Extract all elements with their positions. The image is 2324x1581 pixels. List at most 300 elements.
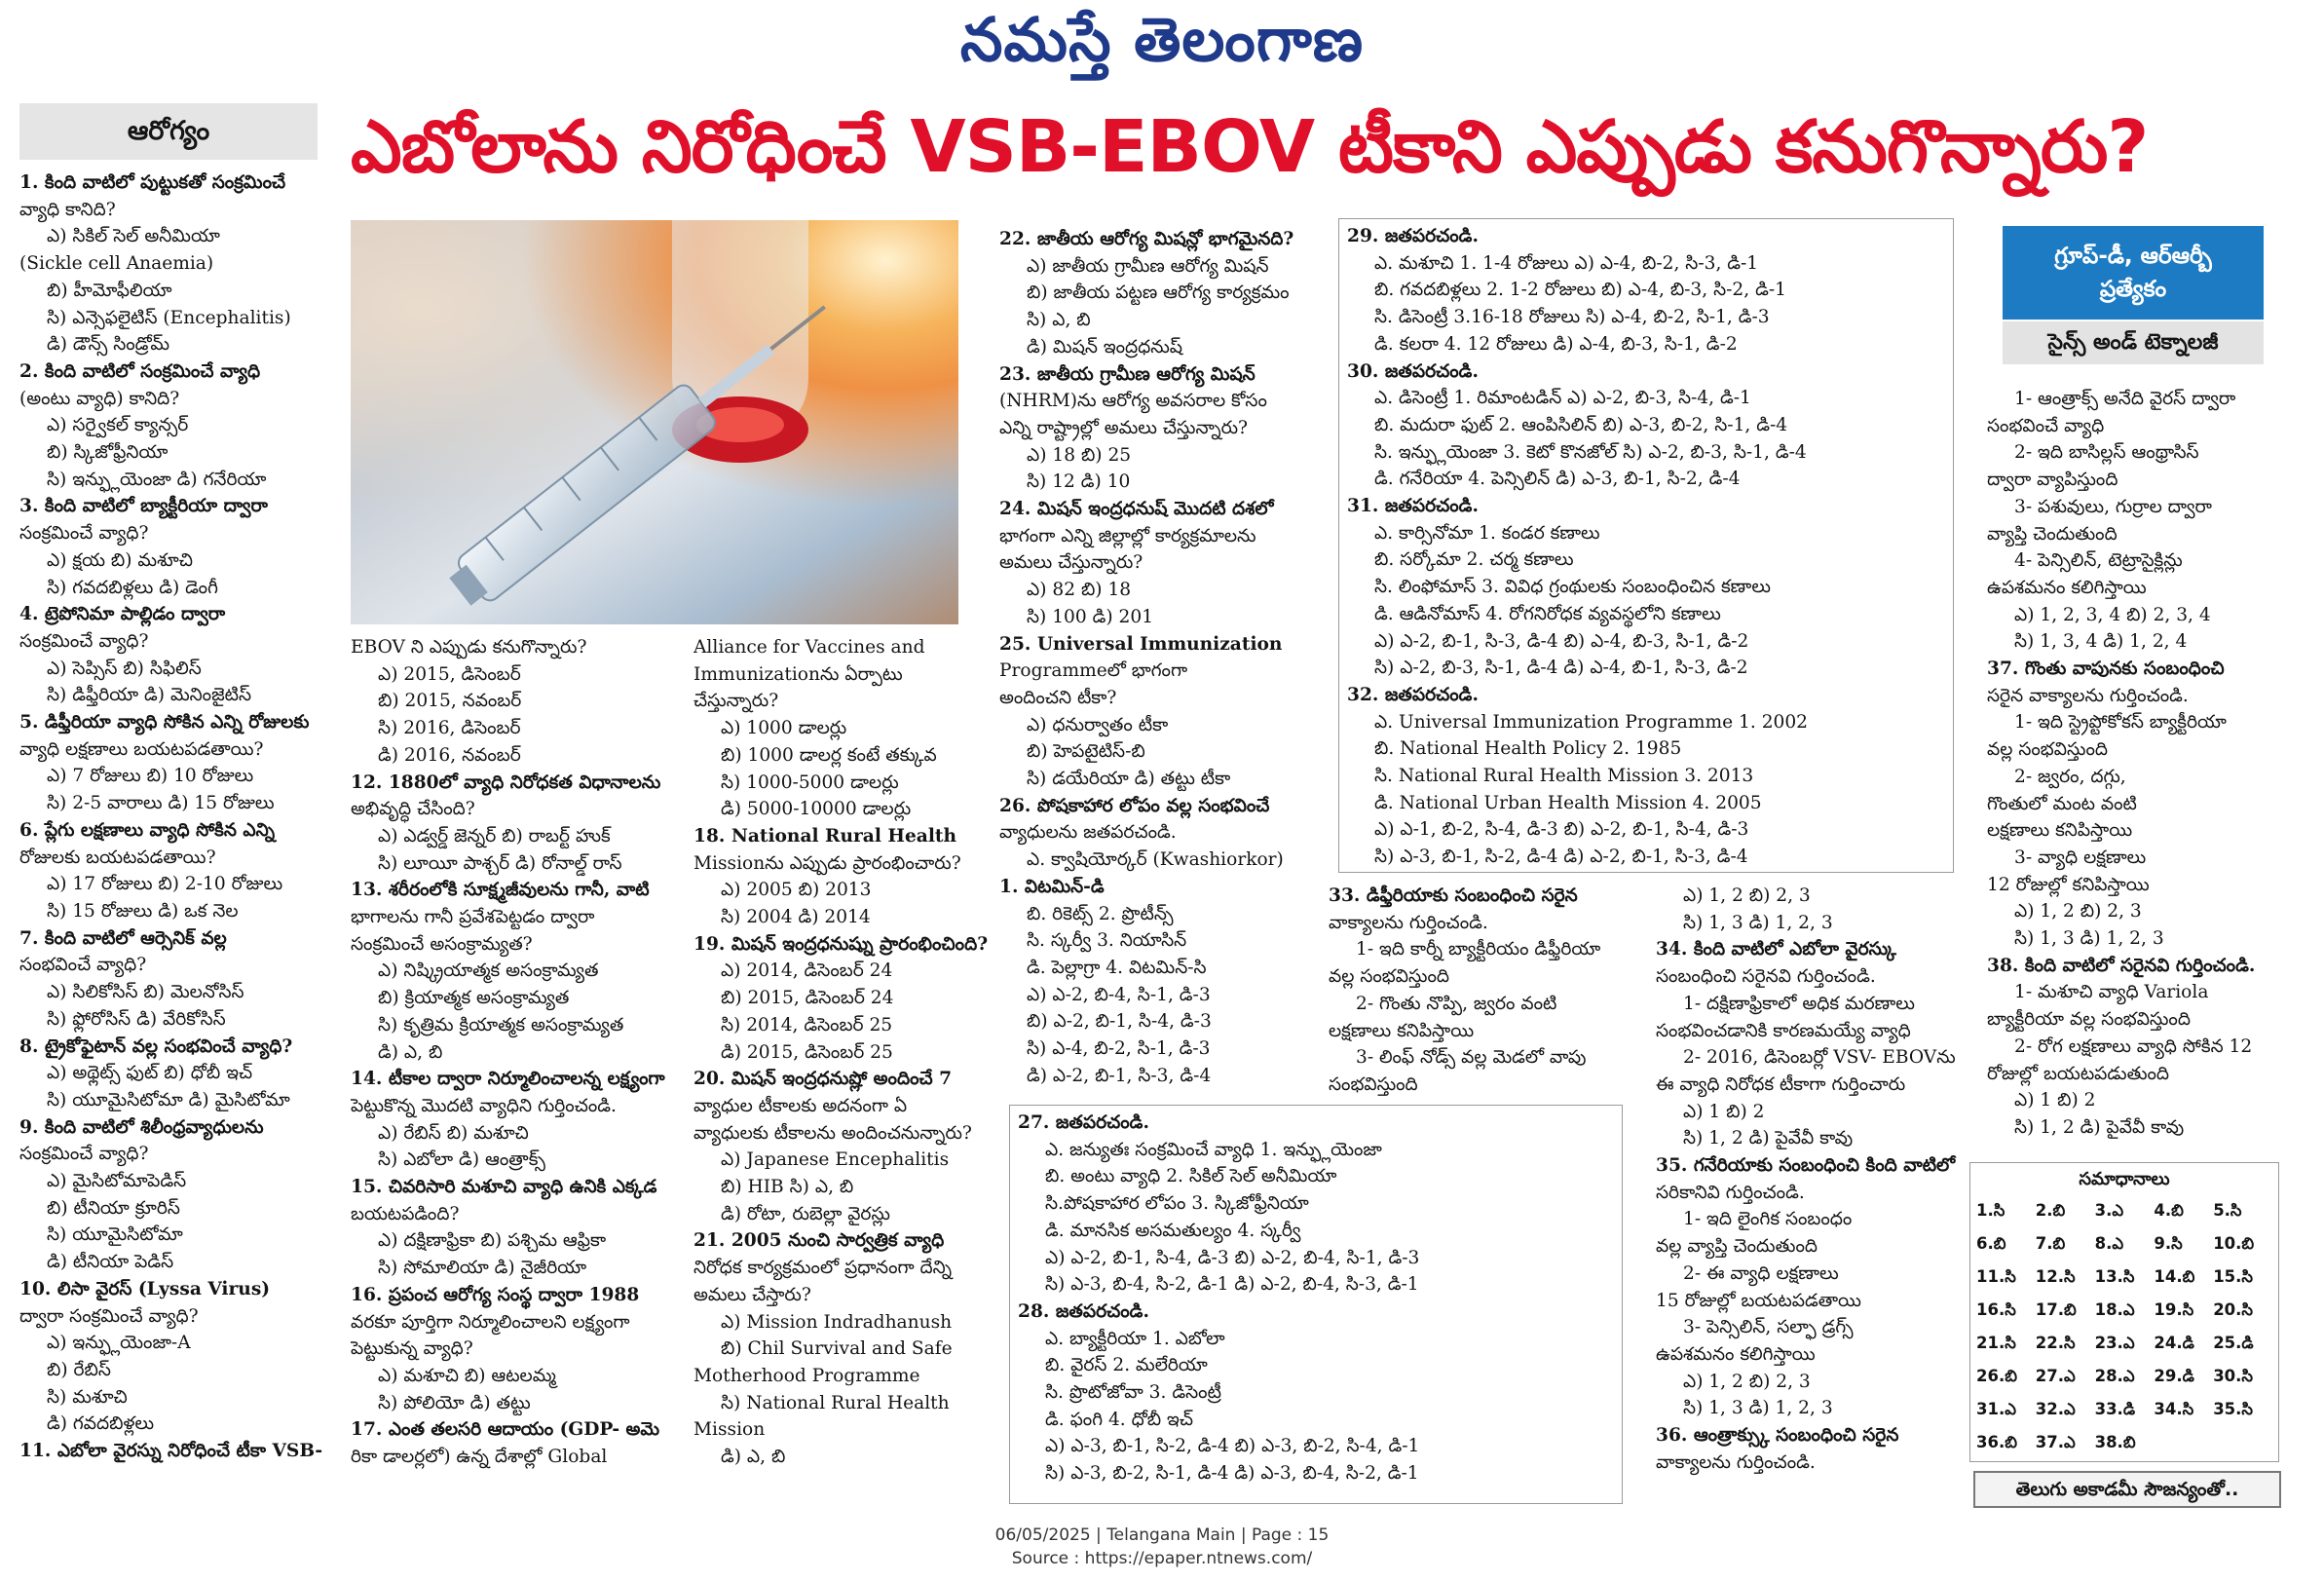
text-line: 10. లిసా వైరస్ (Lyssa Virus) [19,1278,271,1299]
text-line: 13. శరీరంలోకి సూక్ష్మజీవులను గానీ, వాటి [351,880,650,901]
text-line: 34. కింది వాటిలో ఎబోలా వైరస్కు [1656,939,1896,960]
text-line: ఎ) Mission Indradhanush [721,1311,953,1333]
text-line: డి. పెల్లాగ్రా 4. విటమిన్-సి [1027,957,1207,978]
text-line: ఎ) ఎ-3, బి-1, సి-2, డి-4 బి) ఎ-3, బి-2, సి-4, డి-1 [1045,1436,1420,1457]
answer-key-grid [1970,1193,2278,1463]
text-line: 7. కింది వాటిలో ఆర్సెనిక్ వల్ల [19,927,227,949]
text-line: డి. కలరా 4. 12 రోజులు డి) ఎ-4, బి-3, సి-1, డి-2 [1374,333,1738,355]
answer-item: 8.ఎ [2094,1234,2124,1253]
text-line: 1. కింది వాటిలో పుట్టుకతో సంక్రమించే [19,172,286,193]
column-6 [1987,386,2305,1155]
text-line: వ్యాధి కానిది? [19,199,116,220]
text-line: ఎ) 17 రోజులు బి) 2-10 రోజులు [47,874,283,895]
text-line: ఎ) 1, 2, 3, 4 బి) 2, 3, 4 [2014,604,2211,625]
text-line: సి) 15 రోజులు డి) ఒక నెల [47,900,239,922]
text-line: సి.పోషకాహార లోపం 3. స్కిజోఫ్రీనియా [1045,1193,1309,1215]
text-line: ఉపశమనం కలిగిస్తాయి [1987,577,2147,598]
answer-item: 15.సి [2213,1267,2253,1286]
text-line: ఎ) 2014, డిసెంబర్ 24 [721,960,893,982]
question-box-27-28 [1009,1105,1623,1504]
text-line: బి. సర్కోమా 2. చర్మ కణాలు [1374,549,1574,571]
text-line: సి) గవదబిళ్లలు డి) డెంగీ [47,577,218,598]
text-line: డి) రోటా, రుబెల్లా వైరస్లు [721,1203,890,1224]
text-line: సి) 2014, డిసెంబర్ 25 [721,1014,893,1035]
group-d-rrb-badge [2003,226,2264,320]
text-line: సి) ఎ-3, బి-1, సి-2, డి-4 డి) ఎ-2, బి-1, సి-3, డి-4 [1374,847,1748,868]
text-line: 3- వ్యాధి లక్షణాలు [2014,847,2147,868]
text-line: బి) HIB సి) ఎ, బి [721,1177,854,1198]
text-line: ఎ) ఎ-1, బి-2, సి-4, డి-3 బి) ఎ-2, బి-1, సి-4, డి-3 [1374,819,1749,841]
vaccine-photo-illustration [351,220,958,624]
text-line: 2- గొంతు నొప్పి, జ్వరం వంటి [1356,993,1557,1014]
answer-item: 24.డి [2154,1334,2194,1352]
text-line: సి) ఎ-2, బి-3, సి-1, డి-4 డి) ఎ-4, బి-1, సి-3, డి-2 [1374,658,1748,679]
text-line: ఎ) ఎ-2, బి-4, సి-1, డి-3 [1027,984,1211,1005]
text-line: 3- పశువులు, గుర్రాల ద్వారా [2014,496,2212,517]
text-line: సి) 1, 3 డి) 1, 2, 3 [1683,912,1833,933]
text-line: సి) 2016, డిసెంబర్ [378,718,521,739]
text-line: 30. జతపరచండి. [1347,360,1479,382]
text-line: ఉపశమనం కలిగిస్తాయి [1656,1343,1816,1365]
text-line: డి) గవదబిళ్లలు [47,1413,155,1435]
text-line: ఎ) సెప్సిస్ బి) సిఫిలిస్ [47,658,202,679]
text-line: సి) ఎ-3, బి-4, సి-2, డి-1 డి) ఎ-2, బి-4, సి-3, డి-1 [1045,1274,1419,1296]
text-line: ద్వారా వ్యాపిస్తుంది [1987,470,2118,491]
text-line: 2. కింది వాటిలో సంక్రమించే వ్యాధి [19,360,261,382]
subject-tag: సైన్స్ అండ్ టెక్నాలజీ [2003,321,2264,364]
question-box-29-32 [1338,218,1954,873]
text-line: డి) ఎ, బి [378,1041,443,1063]
text-line: ఎ) 1 బి) 2 [1683,1101,1765,1122]
text-line: వ్యాధుల టీకాలకు అదనంగా ఏ [693,1095,908,1116]
text-line: చేస్తున్నారు? [693,691,779,712]
text-line: సి) ఎ-4, బి-2, సి-1, డి-3 [1027,1038,1211,1060]
text-line: 17. ఎంత తలసరి ఆదాయం (GDP- అమె [351,1419,660,1441]
text-line: పెట్టుకున్న వ్యాధి? [351,1338,473,1360]
answer-item: 34.సి [2154,1400,2194,1418]
answer-item: 38.బి [2094,1433,2136,1451]
answer-item: 20.సి [2213,1300,2253,1319]
text-line: సంక్రమించే వ్యాధి? [19,630,149,652]
text-line: వ్యాధులకు టీకాలను అందించనున్నారు? [693,1122,972,1144]
text-line: డి) ఎ, బి [721,1447,786,1468]
text-line: సి) సోమాలియా డి) నైజీరియా [378,1258,587,1279]
text-line: 19. మిషన్ ఇంద్రధనుష్ను ప్రారంభించింది? [693,933,989,955]
answer-item: 10.బి [2213,1234,2255,1253]
text-line: 35. గనేరియాకు సంబంధించి కింది వాటిలో [1656,1155,1956,1177]
text-line: అభివృద్ధి చేసింది? [351,799,475,820]
answer-item: 1.సి [1976,1201,2005,1220]
text-line: సి) ఇన్ఫ్లుయెంజా డి) గనేరియా [47,469,267,490]
column-5a [1329,883,1650,1107]
text-line: సంక్రమించే వ్యాధి? [19,523,149,545]
text-line: 37. గొంతు వాపునకు సంబంధించి [1987,659,2225,680]
text-line: ఎ. బ్యాక్టీరియా 1. ఎబోలా [1045,1328,1225,1349]
text-line: 21. 2005 నుంచి సార్వత్రిక వ్యాధి [693,1230,945,1252]
text-line: సి) National Rural Health [721,1392,950,1413]
text-line: ఎ) ధనుర్వాతం టీకా [1027,714,1169,735]
text-line: బి) స్కిజోఫ్రీనియా [47,442,169,464]
answer-item: 17.బి [2035,1300,2077,1319]
text-line: ఎ. కార్సినోమా 1. కండర కణాలు [1374,522,1600,544]
text-line: బి) రేబిస్ [47,1359,111,1380]
text-line: ద్వారా సంక్రమించే వ్యాధి? [19,1305,199,1327]
text-line: ఎ) 1 బి) 2 [2014,1090,2096,1111]
text-line: డి) డౌన్స్ సిండ్రోమ్ [47,334,170,356]
text-line: (NHRM)ను ఆరోగ్య అవసరాల కోసం [999,391,1267,412]
text-line: డి) 5000-10000 డాలర్లు [721,799,912,820]
text-line: ఎ) క్షయ బి) మశూచి [47,549,193,571]
answer-item: 5.సి [2213,1201,2242,1220]
text-line: 5. డిఫ్తీరియా వ్యాధి సోకిన ఎన్ని రోజులకు [19,712,310,734]
text-line: ఎ) 1, 2 బి) 2, 3 [2014,901,2142,922]
text-line: ఎ) రేబిస్ బి) మశూచి [378,1122,529,1144]
text-line: సి. ప్రొటోజోవా 3. డిసెంట్రీ [1045,1382,1221,1404]
answer-item: 27.ఎ [2035,1367,2076,1385]
text-line: సంభవిస్తుంది [1329,1073,1418,1095]
answer-item: 28.ఎ [2094,1367,2135,1385]
text-line: 18. National Rural Health [693,825,956,847]
text-line: సి) 1, 3 డి) 1, 2, 3 [1683,1398,1833,1419]
text-line: ఎ) 1, 2 బి) 2, 3 [1683,1371,1811,1392]
text-line: సి) ఫ్లోరోసిస్ డి) వేరికోసిస్ [47,1008,226,1030]
text-line: సి) 12 డి) 10 [1027,471,1131,493]
text-line: బి. అంటు వ్యాధి 2. సికిల్ సెల్ అనీమియా [1045,1166,1337,1187]
text-line: వ్యాప్తి చెందుతుంది [1987,523,2118,545]
courtesy-note: తెలుగు అకాడమీ సౌజన్యంతో.. [1973,1471,2281,1508]
answer-item: 25.డి [2213,1334,2254,1352]
section-tag: ఆరోగ్యం [19,103,318,160]
text-line: 28. జతపరచండి. [1018,1300,1149,1322]
text-line: Programmeలో భాగంగా [999,660,1188,682]
text-line: 11. ఎబోలా వైరస్ను నిరోధించే టీకా VSB- [19,1441,323,1462]
text-line: సి) ఎబోలా డి) ఆంత్రాక్స్ [378,1149,545,1171]
text-line: వ్యాధి లక్షణాలు బయటపడతాయి? [19,738,264,760]
answer-item: 13.సి [2094,1267,2135,1286]
text-line: బి. రికెట్స్ 2. ప్రొటీన్స్ [1027,903,1174,924]
answer-item: 32.ఎ [2035,1400,2076,1418]
text-line: సి) 1, 3, 4 డి) 1, 2, 4 [2014,631,2188,653]
text-line: సి) ఎన్సెఫలైటిస్ (Encephalitis) [47,307,291,328]
text-line: సంభవించడానికి కారణమయ్యే వ్యాధి [1656,1020,1911,1041]
answer-item: 18.ఎ [2094,1300,2135,1319]
text-line: 22. జాతీయ ఆరోగ్య మిషన్లో భాగమైనది? [999,229,1294,249]
text-line: సంక్రమించే వ్యాధి? [19,1144,149,1165]
text-line: 36. ఆంత్రాక్స్కు సంబంధించి సరైన [1656,1425,1899,1447]
text-line: సంభవించే వ్యాధి? [19,955,147,976]
text-line: సి) లూయీ పాశ్చర్ డి) రోనాల్డ్ రాస్ [378,852,622,874]
answer-item: 31.ఎ [1976,1400,2016,1418]
text-line: 15. చివరిసారి మశూచి వ్యాధి ఉనికి ఎక్కడ [351,1177,657,1198]
text-line: (అంటు వ్యాధి) కానిది? [19,388,180,409]
text-line: బి) టీనియా క్రూరిస్ [47,1197,180,1219]
text-line: బి) జాతీయ పట్టణ ఆరోగ్య కార్యక్రమం [1027,282,1290,304]
text-line: అమలు చేస్తున్నారు? [999,552,1143,574]
text-line: సి) 1, 2 డి) పైవేవీ కావు [2014,1116,2185,1138]
answer-item: 21.సి [1976,1334,2016,1352]
text-line: 1- ఇది స్ట్రెప్టోకోకస్ బ్యాక్టీరియా [2014,712,2227,734]
text-line: 32. జతపరచండి. [1347,684,1479,705]
text-line: 15 రోజుల్లో బయటపడతాయి [1656,1290,1861,1311]
text-line: 2- 2016, డిసెంబర్లో VSV- EBOVను [1683,1047,1956,1069]
text-line: బయటపడింది? [351,1203,460,1224]
text-line: ఎ) నిష్క్రియాత్మక అసంక్రామ్యత [378,960,599,982]
text-line: ఎ. జన్యుతః సంక్రమించే వ్యాధి 1. ఇన్ఫ్లుయెంజా [1045,1139,1382,1160]
text-line: సి) 2004 డి) 2014 [721,907,871,928]
text-line: అందించని టీకా? [999,687,1117,708]
text-line: సి) యూమైసిటోమా [47,1224,183,1246]
answer-item: 14.బి [2154,1267,2195,1286]
text-line: డి. National Urban Health Mission 4. 2005 [1374,792,1762,813]
text-line: 12. 1880లో వ్యాధి నిరోధకత విధానాలను [351,772,661,793]
text-line: 2- ఈ వ్యాధి లక్షణాలు [1683,1262,1839,1284]
text-line: 4- పెన్సిలిన్, టెట్రాసైక్లిన్లు [2014,550,2183,572]
text-line: 2- రోగ లక్షణాలు వ్యాధి సోకిన 12 [2014,1035,2253,1057]
text-line: 26. పోషకాహార లోపం వల్ల సంభవించే [999,795,1270,816]
text-line: బి) హెపటైటిస్-బి [1027,741,1145,763]
text-line: 1- ఆంత్రాక్స్ అనేది వైరస్ ద్వారా [2014,389,2236,409]
text-line: సి) 1, 2 డి) పైవేవీ కావు [1683,1128,1854,1149]
text-line: సి) కృత్రిమ క్రియాత్మక అసంక్రామ్యత [378,1014,624,1035]
text-line: రికా డాలర్లలో) ఉన్న దేశాల్లో Global [351,1447,608,1468]
text-line: ఎ) మశూచి బి) ఆటలమ్మ [378,1365,556,1386]
text-line: ఎన్ని రాష్ట్రాల్లో అమలు చేస్తున్నారు? [999,417,1249,438]
text-line: 3. కింది వాటిలో బ్యాక్టీరియా ద్వారా [19,496,268,517]
text-line: ఎ) 82 బి) 18 [1027,580,1132,601]
text-line: బి) 2015, నవంబర్ [378,691,522,712]
text-line: 1- ఇది లైంగిక సంబంధం [1683,1209,1853,1230]
text-line: బి) Chil Survival and Safe [721,1338,953,1360]
text-line: 24. మిషన్ ఇంద్రధనుష్ మొదటి దశలో [999,499,1274,520]
text-line: డి. ఫంగి 4. ధోబీ ఇచ్ [1045,1409,1193,1430]
answer-item: 29.డి [2154,1367,2194,1385]
text-line: వరకూ పూర్తిగా నిర్మూలించాలని లక్ష్యంగా [351,1311,630,1333]
text-line: సి) యూమైసిటోమా డి) మైసిటోమా [47,1089,290,1110]
text-line: ఎ) జాతీయ గ్రామీణ ఆరోగ్య మిషన్ [1027,255,1269,277]
text-line: ఎ) అథ్లెట్స్ ఫుట్ బి) ధోబీ ఇచ్ [47,1063,253,1084]
answer-item: 19.సి [2154,1300,2194,1319]
text-line: బి. మదురా ఫుట్ 2. ఆంపిసిలిన్ బి) ఎ-3, బి-2, సి-1, డి-4 [1374,414,1788,435]
badge-line-2: ప్రత్యేకం [2099,277,2167,302]
text-line: డి) 2016, నవంబర్ [378,744,521,766]
text-line: బి. National Health Policy 2. 1985 [1374,738,1682,760]
text-line: 20. మిషన్ ఇంద్రధనుష్లో అందించే 7 [693,1069,953,1090]
text-line: 1- ఇది కార్నీ బ్యాక్టీరియం డిఫ్తీరియా [1356,939,1601,960]
text-line: 6. ప్లేగు లక్షణాలు వ్యాధి సోకిన ఎన్ని [19,819,275,841]
text-line: సి) 2-5 వారాలు డి) 15 రోజులు [47,793,275,814]
column-4 [999,226,1321,1103]
text-line: 12 రోజుల్లో కనిపిస్తాయి [1987,874,2150,895]
column-2 [351,634,672,1491]
text-line: డి) 2015, డిసెంబర్ 25 [721,1041,893,1063]
text-line: ఎ. క్వాషియోర్కర్ (Kwashiorkor) [1027,849,1284,871]
text-line: డి. మానసిక అసమతుల్యం 4. స్కర్వీ [1045,1220,1301,1241]
text-line: సి) మశూచి [47,1386,128,1408]
text-line: EBOV ని ఎప్పుడు కనుగొన్నారు? [351,637,587,658]
text-line: ఎ) మైసిటోమాపెడిస్ [47,1171,187,1192]
answer-item: 16.సి [1976,1300,2016,1319]
text-line: ఈ వ్యాధి నిరోధక టీకాగా గుర్తించారు [1656,1073,1906,1095]
text-line: 3- పెన్సిలిన్, సల్ఫా డ్రగ్స్ [1683,1317,1854,1338]
text-line: ఎ. డిసెంట్రీ 1. రిమాంటడిన్ ఎ) ఎ-2, బి-3, సి-4, డి-1 [1374,388,1751,409]
text-line: 1- దక్షిణాఫ్రికాలో అధిక మరణాలు [1683,993,1915,1014]
text-line: డి) టీనియా పెడిస్ [47,1252,174,1273]
text-line: సి) పోలియో డి) తట్టు [378,1392,531,1413]
text-line: బి) 2015, డిసెంబర్ 24 [721,988,894,1009]
text-line: సి. డిసెంట్రీ 3.16-18 రోజులు సి) ఎ-4, బి-2, సి-1, డి-3 [1374,307,1770,328]
text-line: ఎ) సిలికోసిస్ బి) మెలనోసిస్ [47,982,244,1003]
text-line: సి) 100 డి) 201 [1027,606,1154,627]
answer-item: 22.సి [2035,1334,2076,1352]
text-line: సి) 1000-5000 డాలర్లు [721,772,899,793]
text-line: సరికానివి గుర్తించండి. [1656,1182,1805,1203]
text-line: 4. ట్రెపోనిమా పాల్లిడం ద్వారా [19,604,226,625]
answer-item: 26.బి [1976,1367,2017,1385]
footer-date-line: 06/05/2025 | Telangana Main | Page : 15 [994,1525,1330,1545]
text-line: సి. స్కర్వీ 3. నియాసిన్ [1027,930,1187,952]
badge-line-1: గ్రూప్-డీ, ఆర్ఆర్బీ [2054,244,2212,269]
text-line: డి. గనేరియా 4. పెన్సిలిన్ డి) ఎ-3, బి-1, సి-2, డి-4 [1374,469,1741,490]
text-line: వాక్యాలను గుర్తించండి. [1656,1451,1816,1473]
text-line: బి. వైరస్ 2. మలేరియా [1045,1355,1208,1376]
text-line: ఎ) 2015, డిసెంబర్ [378,663,521,685]
answer-item: 9.సి [2154,1234,2183,1253]
text-line: పెట్టుకొన్న మొదటి వ్యాధిని గుర్తించండి. [351,1095,617,1116]
answer-item: 2.బి [2035,1201,2066,1220]
text-line: 2- ఇది బాసిల్లస్ ఆంథ్రాసిస్ [2014,442,2199,464]
text-line: డి) ఎ-2, బి-1, సి-3, డి-4 [1027,1065,1212,1086]
text-line: సి) 1, 3 డి) 1, 2, 3 [2014,928,2164,950]
text-line: Motherhood Programme [693,1365,920,1386]
answer-item: 6.బి [1976,1234,2006,1253]
answer-item: 7.బి [2035,1234,2066,1253]
text-line: 1- మశూచి వ్యాధి Variola [2014,982,2209,1003]
text-line: ఎ. మశూచి 1. 1-4 రోజులు ఎ) ఎ-4, బి-2, సి-3, డి-1 [1374,252,1759,274]
text-line: సి. National Rural Health Mission 3. 2013 [1374,766,1754,787]
answer-item: 33.డి [2094,1400,2136,1418]
text-line: ఎ) 18 బి) 25 [1027,444,1132,466]
text-line: వల్ల సంభవిస్తుంది [1987,739,2108,761]
text-line: రోజులకు బయటపడతాయి? [19,847,216,868]
text-line: సి. ఇన్ఫ్లుయెంజా 3. కెటో కొనజోల్ సి) ఎ-2, బి-3, సి-1, డి-4 [1374,441,1807,463]
answer-item: 4.బి [2154,1201,2184,1220]
text-line: డి) మిషన్ ఇంద్రధనుష్ [1027,336,1183,358]
text-line: 1. విటమిన్-డి [999,876,1105,897]
text-line: సి) ఎ-3, బి-2, సి-1, డి-4 డి) ఎ-3, బి-4, సి-2, డి-1 [1045,1463,1419,1485]
text-line: 25. Universal Immunization [999,633,1283,655]
text-line: 29. జతపరచండి. [1347,226,1479,246]
vaccine-photo [351,220,958,624]
text-line: సి) డయేరియా డి) తట్టు టీకా [1027,769,1231,790]
text-line: సంభవించే వ్యాధి [1987,415,2105,436]
text-line: వల్ల వ్యాప్తి చెందుతుంది [1656,1236,1818,1258]
text-line: ఎ) సికిల్ సెల్ అనీమియా [47,226,220,247]
text-line: ఎ) ఎ-2, బి-1, సి-3, డి-4 బి) ఎ-4, బి-3, సి-1, డి-2 [1374,630,1749,652]
column-5b [1656,883,1977,1487]
masthead-logo: నమస్తే తెలంగాణ [959,4,1365,75]
text-line: సి) ఎ, బి [1027,310,1091,331]
text-line: 27. జతపరచండి. [1018,1112,1149,1133]
answer-item: 30.సి [2213,1367,2253,1385]
text-line: 23. జాతీయ గ్రామీణ ఆరోగ్య మిషన్ [999,363,1256,385]
text-line: Missionను ఎప్పుడు ప్రారంభించారు? [693,852,961,874]
text-line: ఎ) 1, 2 బి) 2, 3 [1683,885,1811,906]
text-line: 33. డిఫ్తీరియాకు సంబంధించి సరైన [1329,885,1578,906]
text-line: Mission [693,1419,766,1441]
text-line: భాగంగా ఎన్ని జిల్లాల్లో కార్యక్రమాలను [999,525,1256,546]
text-line: ఎ) ఎడ్వర్డ్ జెన్నర్ బి) రాబర్ట్ హుక్ [378,825,611,847]
text-line: బి) 1000 డాలర్ల కంటే తక్కువ [721,744,937,766]
footer-source-link[interactable]: Source : https://epaper.ntnews.com/ [1011,1549,1313,1568]
text-line: ఎ) దక్షిణాఫ్రికా బి) పశ్చిమ ఆఫ్రికా [378,1230,607,1252]
text-line: ఎ) Japanese Encephalitis [721,1149,950,1171]
answer-item: 37.ఎ [2035,1433,2076,1451]
text-line: భాగాలను గానీ ప్రవేశపెట్టడం ద్వారా [351,907,595,928]
text-line: గొంతులో మంట వంటి [1987,793,2137,814]
text-line: బి) ఎ-2, బి-1, సి-4, డి-3 [1027,1011,1212,1033]
text-line: 2- జ్వరం, దగ్గు, [2014,766,2126,787]
text-line: బి) హీమోఫీలియా [47,280,172,301]
text-line: బ్యాక్టీరియా వల్ల సంభవిస్తుంది [1987,1009,2191,1031]
text-line: 9. కింది వాటిలో శిలీంధ్రవ్యాధులను [19,1116,264,1138]
text-line: 38. కింది వాటిలో సరైనవి గుర్తించండి. [1987,955,2256,976]
text-line: ఎ) 1000 డాలర్లు [721,718,847,739]
column-1 [19,169,331,1475]
headline: ఎబోలాను నిరోధించే VSB-EBOV టీకాని ఎప్పుడు కనుగొన్నారు? [351,105,2149,189]
answer-item: 36.బి [1976,1433,2017,1451]
text-line: వాక్యాలను గుర్తించండి. [1329,912,1488,933]
text-line: Immunizationను ఏర్పాటు [693,663,903,685]
answer-item: 3.ఎ [2094,1201,2124,1220]
text-line: సరైన వాక్యాలను గుర్తించండి. [1987,685,2189,706]
text-line: బి. గవదబిళ్లలు 2. 1-2 రోజులు బి) ఎ-4, బి-3, సి-2, డి-1 [1374,280,1786,301]
text-line: 31. జతపరచండి. [1347,496,1479,517]
text-line: రోజుల్లో బయటపడుతుంది [1987,1063,2170,1084]
text-line: ఎ) ఎ-2, బి-1, సి-4, డి-3 బి) ఎ-2, బి-4, సి-1, డి-3 [1045,1247,1420,1268]
text-line: ఎ) 2005 బి) 2013 [721,880,872,901]
text-line: నిరోధక కార్యక్రమంలో ప్రధానంగా దేన్ని [693,1258,953,1279]
text-line: 14. టీకాల ద్వారా నిర్మూలించాలన్న లక్ష్యంగా [351,1069,665,1090]
text-line: సంబంధించి సరైనవి గుర్తించండి. [1656,966,1876,988]
text-line: అమలు చేస్తారు? [693,1284,811,1305]
column-3 [693,634,995,1491]
text-line: 8. ట్రైకోఫైటాన్ వల్ల సంభవించే వ్యాధి? [19,1035,293,1057]
answer-item: 23.ఎ [2094,1334,2135,1352]
text-line: వ్యాధులను జతపరచండి. [999,822,1177,844]
text-line: వల్ల సంభవిస్తుంది [1329,966,1449,988]
text-line: ఎ. Universal Immunization Programme 1. 2002 [1374,711,1809,733]
text-line: సి. లింఫోమాస్ 3. వివిధ గ్రంథులకు సంబంధించిన కణాలు [1374,577,1771,598]
answer-item: 12.సి [2035,1267,2076,1286]
text-line: Alliance for Vaccines and [693,637,925,658]
text-line: బి) క్రియాత్మక అసంక్రామ్యత [378,988,570,1009]
text-line: లక్షణాలు కనిపిస్తాయి [1987,820,2133,842]
text-line: సి) డిఫ్తీరియా డి) మెనింజైటిస్ [47,685,252,706]
answer-item: 11.సి [1976,1267,2016,1286]
answer-item: 35.సి [2213,1400,2253,1418]
text-line: 3- లింఫ్ నోడ్స్ వల్ల మెడలో వాపు [1356,1047,1587,1069]
text-line: 16. ప్రపంచ ఆరోగ్య సంస్థ ద్వారా 1988 [351,1284,640,1305]
text-line: ఎ) సర్వైకల్ క్యాన్సర్ [47,415,189,436]
text-line: ఎ) 7 రోజులు బి) 10 రోజులు [47,766,254,787]
text-line: డి. ఆడినోమాస్ 4. రోగనిరోధక వ్యవస్థలోని కణాలు [1374,603,1721,624]
text-line: లక్షణాలు కనిపిస్తాయి [1329,1020,1475,1041]
answer-key-box [1969,1162,2279,1462]
text-line: (Sickle cell Anaemia) [19,253,214,275]
text-line: ఎ) ఇన్ఫ్లుయెంజా-A [47,1333,191,1354]
answer-key-title: సమాధానాలు [2079,1169,2170,1189]
text-line: సంక్రమించే అసంక్రామ్యత? [351,933,533,955]
